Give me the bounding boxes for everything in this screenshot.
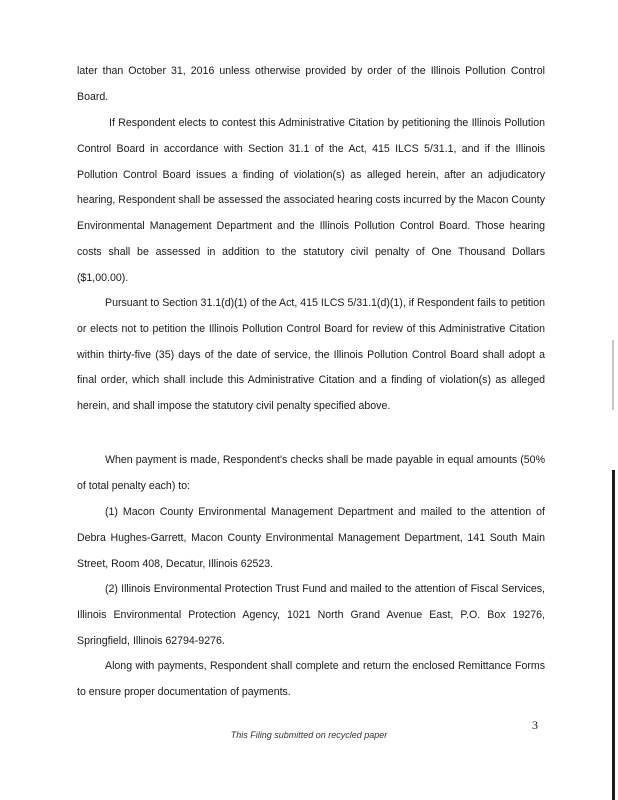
paragraph-payment-instructions: When payment is made, Respondent's checks shall be made payable in equal amounts (50% of total penalty each) to: xyxy=(77,454,545,492)
paragraph-contest-hearing-costs: If Respondent elects to contest this Administrative Citation by petitioning the Illinois Pollution Control Board in accordance with Section 31.1 of the Act, 415 ILCS 5/31.1, and if the Illinois Pollution Control Board issues a finding of violation(s) as alleged herein, after an adjudicatory hearing, Respondent shall be assessed the associated hearing costs incurred by the Macon County Environmental Management Department and the Illinois Pollution Control Board. Those hearing costs shall be assessed in addition to the statutory civil penalty of One Thousand Dollars ($1,00.00). xyxy=(77,117,545,284)
scan-edge-shadow xyxy=(612,340,614,410)
paragraph-payee-macon-county: (1) Macon County Environmental Management Department and mailed to the attention of Debra Hughes-Garrett, Macon County Environmental Management Department, 141 South Main Street, Room 408, Decatur, Illinois 62523. xyxy=(77,506,545,570)
paragraph-payee-trust-fund: (2) Illinois Environmental Protection Trust Fund and mailed to the attention of Fiscal Services, Illinois Environmental Protection Agency, 1021 North Grand Avenue East, P.O. Box 19276, Springfield, Illinois 62794-9276. xyxy=(77,583,545,647)
paragraph-final-order: Pursuant to Section 31.1(d)(1) of the Act, 415 ILCS 5/31.1(d)(1), if Respondent fails to petition or elects not to petition the Illinois Pollution Control Board for review of this Administrative Citation within thirty-five (35) days of the date of service, the Illinois Pollution Control Board shall adopt a final order, which shall include this Administrative Citation and a finding of violation(s) as alleged herein, and shall impose the statutory civil penalty specified above. xyxy=(77,297,545,413)
footer-recycled-note: This Filing submitted on recycled paper xyxy=(230,730,388,740)
paragraph-deadline: later than October 31, 2016 unless otherwise provided by order of the Illinois Pollution Control Board. xyxy=(77,65,545,103)
paragraph-remittance-forms: Along with payments, Respondent shall complete and return the enclosed Remittance Forms to ensure proper documentation of payments. xyxy=(77,660,545,698)
page-number: 3 xyxy=(532,718,538,732)
scan-edge-line xyxy=(612,470,615,800)
